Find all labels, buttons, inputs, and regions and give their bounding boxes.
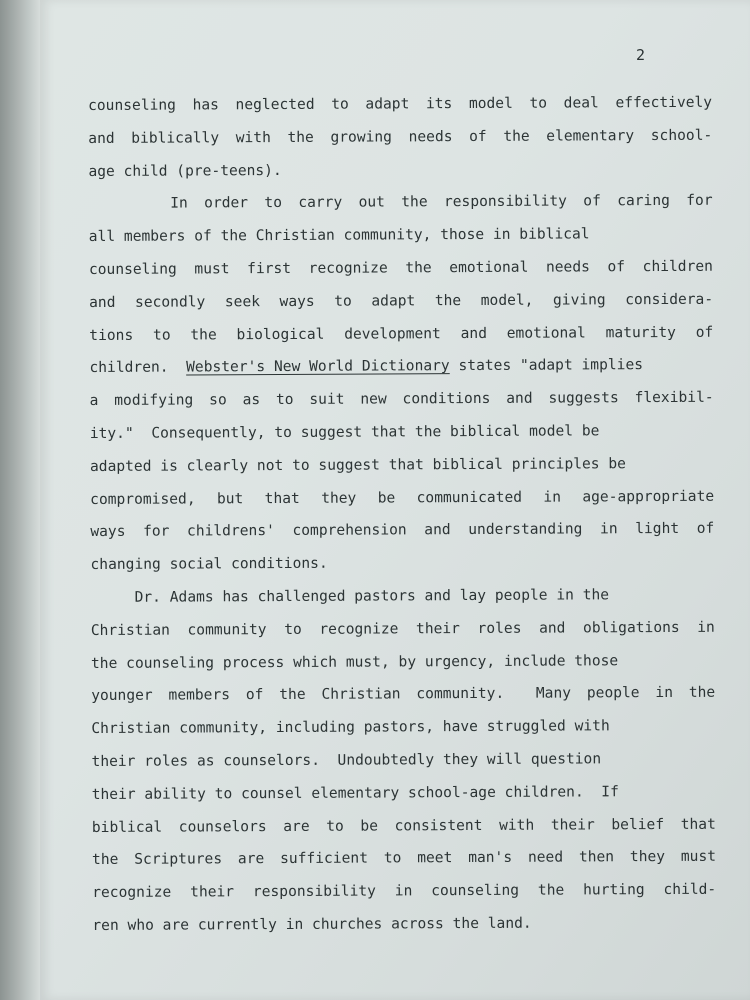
- typed-page: [40, 0, 750, 1000]
- text-line-start: children.: [89, 358, 187, 377]
- text-line: ways for childrens' comprehension and understanding in light of: [90, 520, 715, 541]
- text-line: counseling must first recognize the emotional needs of children: [88, 257, 713, 278]
- text-line: the Scriptures are sufficient to meet man's need then they must: [91, 848, 717, 869]
- text-line: compromised, but that they be communicated in age-appropriate: [90, 487, 715, 508]
- text-line: In order to carry out the responsibility of caring for: [88, 192, 713, 213]
- text-line: ity." Consequently, to suggest that the biblical model be: [89, 422, 600, 442]
- citation-continuation: states "adapt implies: [449, 356, 644, 375]
- text-line: age child (pre-teens).: [88, 161, 282, 180]
- body-text: [88, 87, 716, 943]
- text-line: biblical counselors are to be consistent with their belief that: [91, 815, 716, 836]
- book-title: Webster's New World Dictionary: [186, 357, 450, 376]
- text-line: a modifying so as to suit new conditions and suggests flexibil-: [89, 388, 714, 410]
- text-line: counseling has neglected to adapt its model to deal effectively: [88, 93, 713, 114]
- text-line: all members of the Christian community, those in biblical: [88, 225, 590, 246]
- text-line: changing social conditions.: [90, 554, 328, 574]
- text-line: the counseling process which must, by urgency, include those: [90, 651, 619, 672]
- binding-edge: [0, 0, 40, 1000]
- text-line: and biblically with the growing needs of the elementary school-: [88, 126, 713, 147]
- text-line: Dr. Adams has challenged pastors and lay people in the: [90, 586, 610, 606]
- text-line-citation: [89, 349, 713, 385]
- text-line: and secondly seek ways to adapt the model, giving considera-: [89, 290, 714, 311]
- text-line: Christian community, including pastors, have struggled with: [91, 717, 610, 738]
- text-line: their ability to counsel elementary school-age children. If: [91, 782, 619, 803]
- text-line: adapted is clearly not to suggest that biblical principles be: [89, 454, 626, 475]
- text-line: Christian community to recognize their roles and obligations in: [90, 618, 715, 639]
- text-line: tions to the biological development and emotional maturity of: [89, 323, 714, 344]
- text-line: recognize their responsibility in counseling the hurting child-: [92, 880, 717, 902]
- text-line: younger members of the Christian community. Many people in the: [91, 684, 716, 705]
- page-number: 2: [636, 46, 646, 64]
- text-line: their roles as counselors. Undoubtedly they will question: [91, 750, 602, 770]
- text-line: ren who are currently in churches across the land.: [92, 914, 532, 934]
